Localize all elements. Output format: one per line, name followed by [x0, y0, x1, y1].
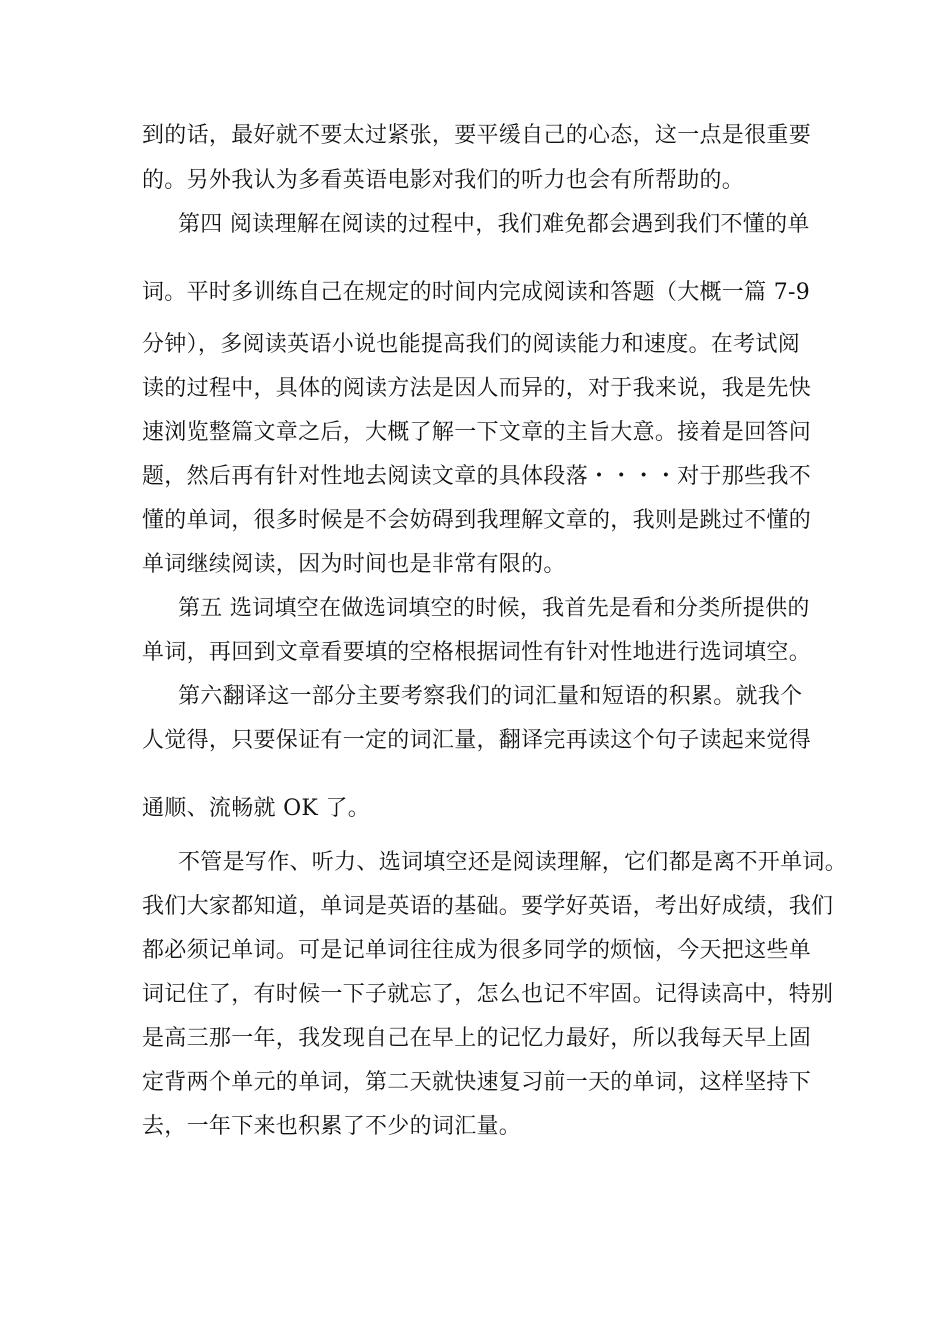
paragraph-heading-translation: 第六翻译这一部分主要考察我们的词汇量和短语的积累。就我个: [178, 684, 803, 709]
text-line: 读的过程中，具体的阅读方法是因人而异的，对于我来说，我是先快: [142, 376, 812, 401]
paragraph-heading-reading: 第四 阅读理解在阅读的过程中，我们难免都会遇到我们不懂的单: [178, 212, 810, 237]
text-line: 的。另外我认为多看英语电影对我们的听力也会有所帮助的。: [142, 168, 745, 193]
text-line: 分钟），多阅读英语小说也能提高我们的阅读能力和速度。在考试阅: [142, 332, 801, 357]
text-line: 都必须记单词。可是记单词往往成为很多同学的烦恼，今天把这些单: [142, 938, 812, 963]
text-line: 题，然后再有针对性地去阅读文章的具体段落・・・・对于那些我不: [142, 464, 812, 489]
text-line: 懂的单词，很多时候是不会妨碍到我理解文章的，我则是跳过不懂的: [142, 508, 812, 533]
paragraph-start: 不管是写作、听力、选词填空还是阅读理解，它们都是离不开单词。: [178, 850, 848, 875]
text-line: 词记住了，有时候一下子就忘了，怎么也记不牢固。记得读高中，特别: [142, 982, 834, 1007]
text-line: 去，一年下来也积累了不少的词汇量。: [142, 1114, 522, 1139]
text-line: 词。平时多训练自己在规定的时间内完成阅读和答题（大概一篇 7-9: [142, 280, 811, 305]
text-line: 定背两个单元的单词，第二天就快速复习前一天的单词，这样坚持下: [142, 1070, 812, 1095]
text-line: 是高三那一年，我发现自己在早上的记忆力最好，所以我每天早上固: [142, 1026, 812, 1051]
text-line: 速浏览整篇文章之后，大概了解一下文章的主旨大意。接着是回答问: [142, 420, 812, 445]
text-line: 通顺、流畅就 OK 了。: [142, 796, 371, 821]
text-line: 到的话，最好就不要太过紧张，要平缓自己的心态，这一点是很重要: [142, 123, 812, 148]
text-line: 单词，再回到文章看要填的空格根据词性有针对性地进行选词填空。: [142, 640, 812, 665]
paragraph-heading-cloze: 第五 选词填空在做选词填空的时候，我首先是看和分类所提供的: [178, 596, 810, 621]
text-line: 人觉得，只要保证有一定的词汇量，翻译完再读这个句子读起来觉得: [142, 728, 812, 753]
text-line: 单词继续阅读，因为时间也是非常有限的。: [142, 552, 566, 577]
text-line: 我们大家都知道，单词是英语的基础。要学好英语，考出好成绩，我们: [142, 894, 834, 919]
